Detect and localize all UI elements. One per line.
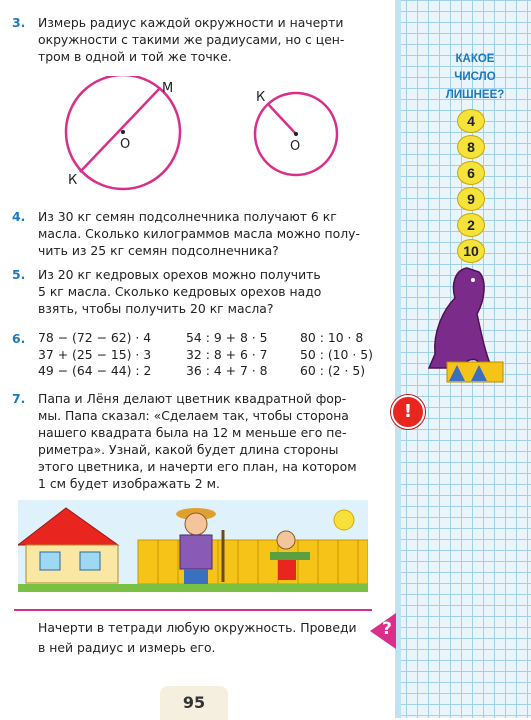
sidebar-title-line: ЧИСЛО (454, 71, 496, 83)
page-number: 95 (160, 686, 228, 720)
expression-row (38, 363, 378, 380)
expression-grid (38, 330, 378, 380)
expression: 50 : (10 · 5) (300, 346, 373, 362)
bonus-task-line: в ней радиус и измерь его. (38, 640, 216, 655)
page-spine (395, 0, 401, 718)
radius-line (268, 104, 296, 134)
task-number: 3. (12, 15, 26, 30)
sun (334, 510, 354, 530)
task-text (38, 208, 382, 259)
center-point (121, 130, 125, 134)
task-text (38, 14, 382, 65)
expression: 32 : 8 + 6 · 7 (186, 346, 268, 362)
task-line: Измерь радиус каждой окружности и начерти (38, 15, 344, 30)
task-line: Из 20 кг кедровых орехов можно получить (38, 267, 321, 282)
sidebar-title (430, 50, 520, 104)
number-ball: 9 (457, 187, 485, 211)
bonus-task (38, 618, 368, 658)
task-number: 6. (12, 331, 26, 346)
expression: 60 : (2 · 5) (300, 363, 366, 378)
label-o: O (290, 139, 301, 154)
task-line: взять, чтобы получить 20 кг масла? (38, 301, 274, 316)
task-number: 5. (12, 267, 26, 282)
task-7 (12, 390, 382, 494)
task-line: нашего квадрата была на 12 м меньше его пе- (38, 425, 347, 440)
number-ball: 10 (457, 239, 485, 263)
task-line: 1 см будет изображать 2 м. (38, 476, 220, 491)
task-4 (12, 208, 382, 260)
number-ball: 2 (457, 213, 485, 237)
task-line: масла. Сколько килограммов масла можно полу- (38, 226, 360, 241)
expression: 49 − (64 − 44) : 2 (38, 363, 152, 378)
bonus-task-line: Начерти в тетради любую окружность. Проведи (38, 620, 357, 635)
exclamation-icon: ! (391, 395, 425, 429)
seal-illustration (415, 262, 505, 384)
garden-illustration (18, 500, 368, 592)
number-ball: 8 (457, 135, 485, 159)
expression: 78 − (72 − 62) · 4 (38, 330, 152, 345)
task-line: тром в одной и той же точке. (38, 49, 232, 64)
expression: 36 : 4 + 7 · 8 (186, 363, 268, 378)
task-line: этого цветника, и начерти его план, на котором (38, 459, 357, 474)
question-glyph: ? (382, 619, 392, 639)
label-m: M (162, 81, 174, 96)
task-text (38, 266, 382, 317)
expression-row (38, 347, 378, 364)
circles-figure (50, 76, 340, 196)
task-number: 4. (12, 209, 26, 224)
sidebar-title-line: ЛИШНЕЕ? (445, 89, 505, 101)
fence (138, 540, 368, 584)
label-k: К (256, 90, 266, 105)
expression: 37 + (25 − 15) · 3 (38, 346, 152, 362)
task-line: чить из 25 кг семян подсолнечника? (38, 243, 279, 258)
section-divider (14, 609, 372, 611)
label-o: O (120, 137, 131, 152)
expression-row (38, 330, 378, 347)
task-number: 7. (12, 391, 26, 406)
label-k: К (68, 173, 78, 188)
task-line: мы. Папа сказал: «Сделаем так, чтобы сторона (38, 408, 349, 423)
center-point (294, 132, 298, 136)
task-line: окружности с такими же радиусами, но с цен- (38, 32, 345, 47)
task-3 (12, 14, 382, 74)
number-ball: 4 (457, 109, 485, 133)
task-line: риметра». Узнай, какой будет длина стороны (38, 442, 339, 457)
task-line: Из 30 кг семян подсолнечника получают 6 кг (38, 209, 337, 224)
expression: 54 : 9 + 8 · 5 (186, 330, 268, 345)
diameter-line (80, 88, 160, 172)
task-line: Папа и Лёня делают цветник квадратной фор- (38, 391, 347, 406)
sidebar-title-line: КАКОЕ (455, 53, 495, 65)
expression: 80 : 10 · 8 (300, 330, 364, 345)
grass (18, 584, 368, 592)
task-5 (12, 266, 382, 318)
number-ball: 6 (457, 161, 485, 185)
task-line: 5 кг масла. Сколько кедровых орехов надо (38, 284, 322, 299)
task-text (38, 390, 382, 492)
